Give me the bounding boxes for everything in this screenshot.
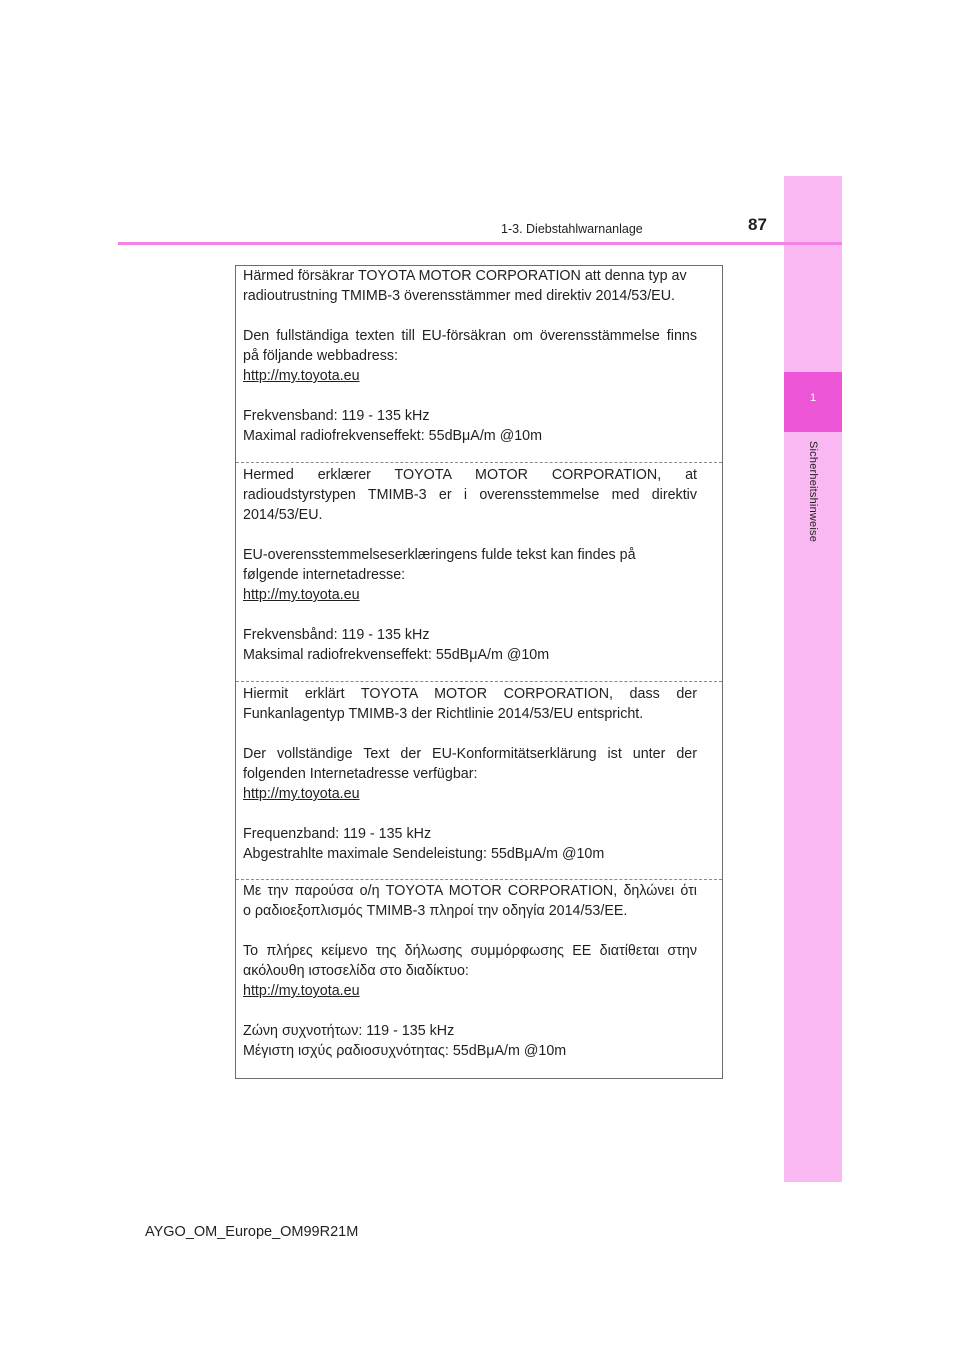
block-divider — [236, 879, 722, 880]
declaration-line: radioudstyrstypen TMIMB-3 er i overensstemmelse med direktiv — [243, 487, 697, 503]
frequency-band: Frequenzband: 119 - 135 kHz — [243, 826, 432, 842]
header-rule — [118, 242, 842, 245]
chapter-side-strip — [784, 176, 842, 1182]
full-text-line: på följande webbadress: — [243, 348, 398, 364]
declaration-url-link[interactable]: http://my.toyota.eu — [243, 983, 360, 999]
declaration-swedish — [243, 266, 697, 446]
declaration-line: Με την παρούσα ο/η TOYOTA MOTOR CORPORATION, δηλώνει ότι — [243, 883, 697, 899]
declaration-greek — [243, 881, 697, 1061]
page-number: 87 — [748, 215, 767, 234]
declaration-line: ο ραδιοεξοπλισμός TMIMB-3 πληροί την οδηγία 2014/53/ΕΕ. — [243, 903, 628, 919]
full-text-line: EU-overensstemmelseserklæringens fulde tekst kan findes på — [243, 547, 636, 563]
declaration-danish — [243, 465, 697, 665]
frequency-band: Frekvensband: 119 - 135 kHz — [243, 408, 430, 424]
declaration-url-link[interactable]: http://my.toyota.eu — [243, 587, 360, 603]
max-power: Maximal radiofrekvenseffekt: 55dBμA/m @10m — [243, 428, 543, 444]
block-divider — [236, 681, 722, 682]
chapter-label: Sicherheitshinweise — [807, 441, 819, 543]
declaration-german — [243, 684, 697, 864]
max-power: Maksimal radiofrekvenseffekt: 55dBμA/m @10m — [243, 647, 550, 663]
declaration-line: Hermed erklærer TOYOTA MOTOR CORPORATION, at — [243, 467, 697, 483]
section-title: 1-3. Diebstahlwarnanlage — [501, 222, 643, 236]
full-text-line: ακόλουθη ιστοσελίδα στο διαδίκτυο: — [243, 963, 469, 979]
declaration-line: Hiermit erklärt TOYOTA MOTOR CORPORATION, dass der — [243, 686, 697, 702]
max-power: Abgestrahlte maximale Sendeleistung: 55dBμA/m @10m — [243, 846, 605, 862]
max-power: Μέγιστη ισχύς ραδιοσυχνότητας: 55dBμA/m @10m — [243, 1043, 567, 1059]
document-code: AYGO_OM_Europe_OM99R21M — [145, 1224, 359, 1240]
declaration-url-link[interactable]: http://my.toyota.eu — [243, 368, 360, 384]
full-text-line: Den fullständiga texten till EU-försäkran om överensstämmelse finns — [243, 328, 697, 344]
block-divider — [236, 462, 722, 463]
frequency-band: Frekvensbånd: 119 - 135 kHz — [243, 627, 430, 643]
full-text-line: folgenden Internetadresse verfügbar: — [243, 766, 478, 782]
full-text-line: følgende internetadresse: — [243, 567, 406, 583]
full-text-line: Der vollständige Text der EU-Konformitätserklärung ist unter der — [243, 746, 697, 762]
frequency-band: Ζώνη συχνοτήτων: 119 - 135 kHz — [243, 1023, 455, 1039]
declaration-url-link[interactable]: http://my.toyota.eu — [243, 786, 360, 802]
declaration-line: radioutrustning TMIMB-3 överensstämmer med direktiv 2014/53/EU. — [243, 288, 675, 304]
full-text-line: Το πλήρες κείμενο της δήλωσης συμμόρφωσης ΕΕ διατίθεται στην — [243, 943, 697, 959]
declaration-line: Härmed försäkrar TOYOTA MOTOR CORPORATION att denna typ av — [243, 268, 687, 284]
declaration-line: 2014/53/EU. — [243, 507, 323, 523]
chapter-number: 1 — [809, 392, 817, 404]
declaration-line: Funkanlagentyp TMIMB-3 der Richtlinie 2014/53/EU entspricht. — [243, 706, 644, 722]
